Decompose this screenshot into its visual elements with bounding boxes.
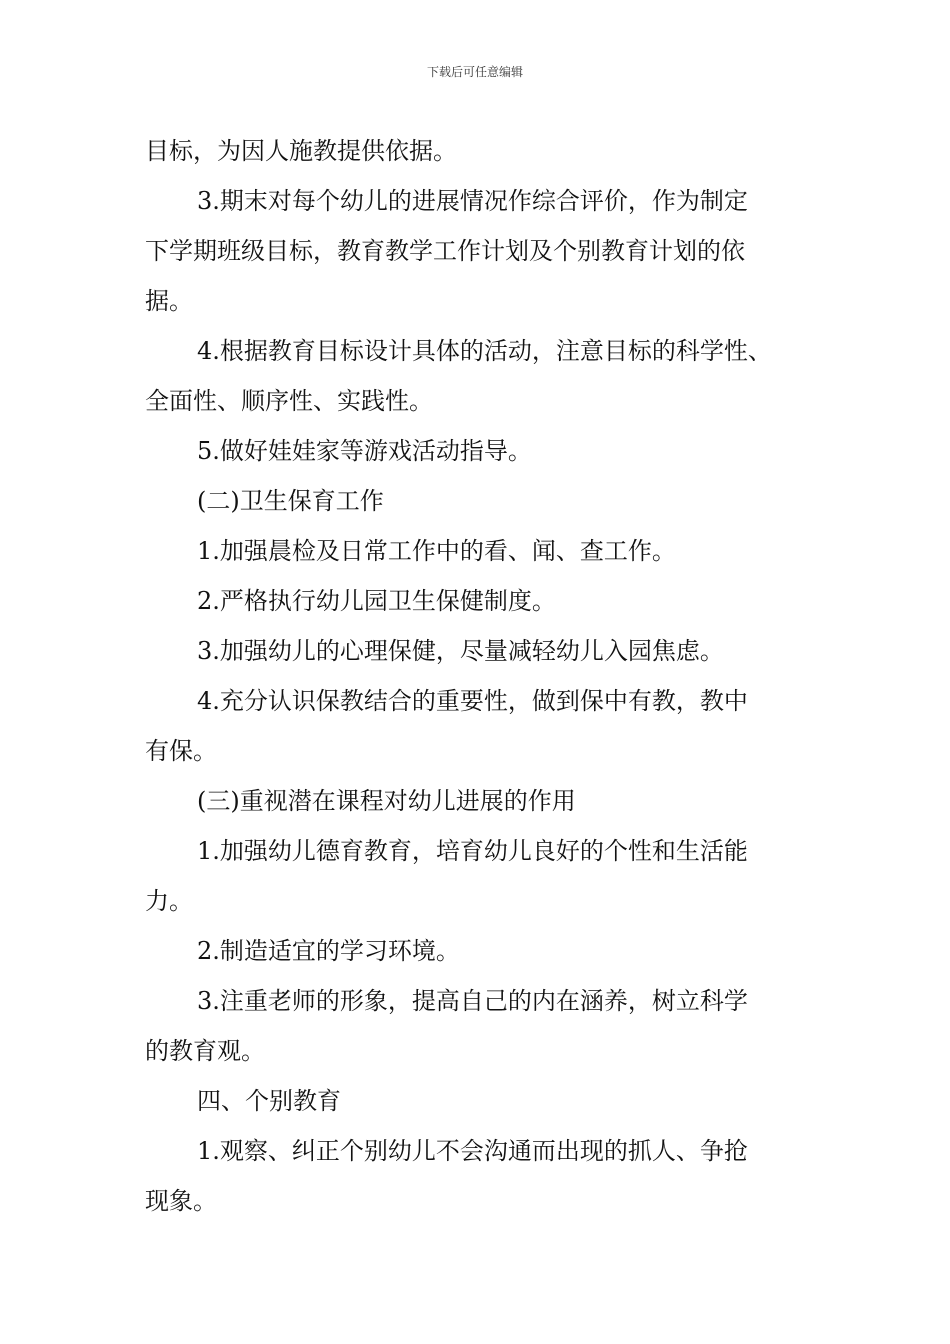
page-header: 下载后可任意编辑 xyxy=(426,65,523,79)
text-line: 全面性、顺序性、实践性。 xyxy=(145,387,433,415)
section-heading: (二)卫生保育工作 xyxy=(197,487,384,515)
text-line: 2.制造适宜的学习环境。 xyxy=(197,937,460,965)
text-line: 有保。 xyxy=(145,737,217,765)
text-line: 3.注重老师的形象，提高自己的内在涵养，树立科学 xyxy=(197,987,748,1015)
text-line: 4.充分认识保教结合的重要性，做到保中有教，教中 xyxy=(197,687,748,715)
text-line: 1.观察、纠正个别幼儿不会沟通而出现的抓人、争抢 xyxy=(197,1137,748,1165)
text-line: 目标，为因人施教提供依据。 xyxy=(145,137,457,165)
text-line: 的教育观。 xyxy=(145,1037,265,1065)
text-line: 下学期班级目标，教育教学工作计划及个别教育计划的依 xyxy=(145,237,745,265)
text-line: 3.加强幼儿的心理保健，尽量减轻幼儿入园焦虑。 xyxy=(197,637,724,665)
section-heading: 四、个别教育 xyxy=(197,1087,341,1115)
text-line: 3.期末对每个幼儿的进展情况作综合评价，作为制定 xyxy=(197,187,748,215)
text-line: 1.加强晨检及日常工作中的看、闻、查工作。 xyxy=(197,537,676,565)
text-line: 2.严格执行幼儿园卫生保健制度。 xyxy=(197,587,556,615)
text-line: 5.做好娃娃家等游戏活动指导。 xyxy=(197,437,532,465)
text-line: 据。 xyxy=(145,287,193,315)
text-line: 力。 xyxy=(145,887,193,915)
section-heading: (三)重视潜在课程对幼儿进展的作用 xyxy=(197,787,576,815)
text-line: 现象。 xyxy=(145,1187,217,1215)
text-line: 4.根据教育目标设计具体的活动，注意目标的科学性、 xyxy=(197,337,772,365)
document-body xyxy=(145,126,835,1226)
text-line: 1.加强幼儿德育教育，培育幼儿良好的个性和生活能 xyxy=(197,837,748,865)
